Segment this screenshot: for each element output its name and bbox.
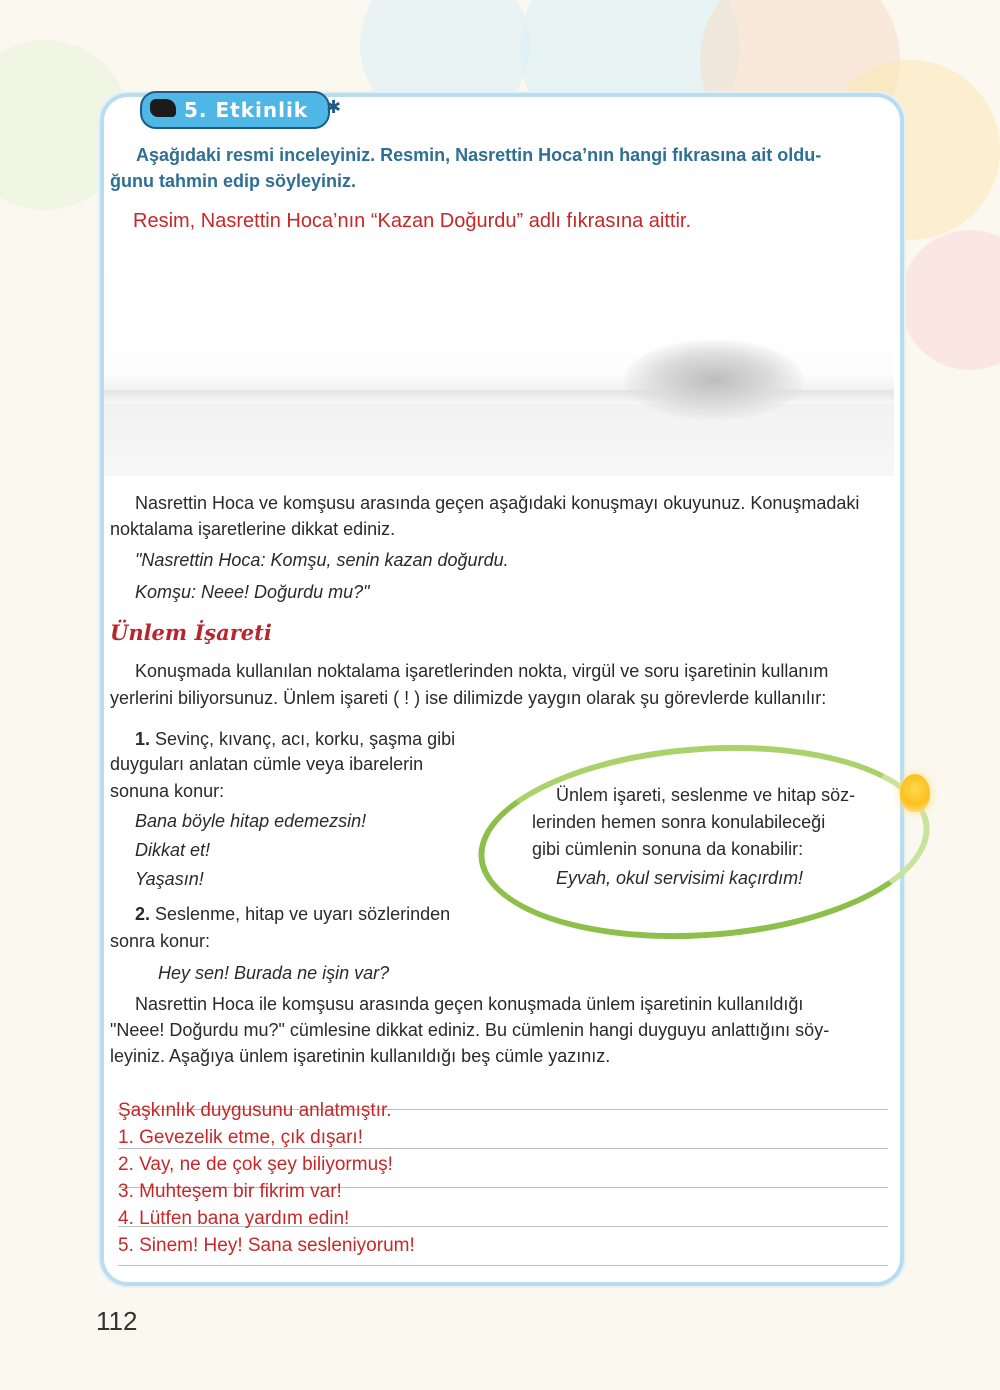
intro-line-1: Nasrettin Hoca ve komşusu arasında geçen aşağıdaki konuşmayı okuyunuz. Konuşmadaki: [135, 493, 860, 513]
rule1-line-1: [135, 725, 455, 753]
answer-sentence-3: 3. Muhteşem bir fikrim var!: [118, 1181, 342, 1202]
answer-line: [118, 1265, 888, 1266]
rule2-text: Seslenme, hitap ve uyarı sözlerinden: [155, 904, 451, 924]
section-intro-line-1: Konuşmada kullanılan noktalama işaretlerinden nokta, virgül ve soru işaretinin kullanım: [135, 661, 829, 681]
rule1-number: 1.: [135, 729, 151, 749]
answer-sentence-2: 2. Vay, ne de çok şey biliyormuş!: [118, 1154, 393, 1175]
lightbulb-icon: [900, 774, 930, 812]
rule1-example-3: Yaşasın!: [135, 869, 204, 889]
rule2-number: 2.: [135, 904, 151, 924]
rule1-line-3: sonuna konur:: [110, 781, 225, 801]
intro-line-2: noktalama işaretlerine dikkat ediniz.: [110, 519, 396, 539]
story-illustration: [104, 250, 894, 476]
rule1-example-1: Bana böyle hitap edemezsin!: [135, 811, 367, 831]
section-title: Ünlem İşareti: [110, 620, 272, 645]
note-line-2: lerinden hemen sonra konulabileceği: [532, 812, 826, 832]
rule2-example: Hey sen! Burada ne işin var?: [158, 963, 390, 983]
page-number: 112: [96, 1306, 138, 1336]
answer-sentence-1: 1. Gevezelik etme, çık dışarı!: [118, 1127, 363, 1148]
rule2-line-2: sonra konur:: [110, 931, 211, 951]
rule1-example-2: Dikkat et!: [135, 840, 211, 860]
task-line-1: Nasrettin Hoca ile komşusu arasında geçen konuşmada ünlem işaretinin kullanıldığı: [135, 994, 804, 1014]
note-line-3: gibi cümlenin sonuna da konabilir:: [532, 839, 804, 859]
answer-emotion: Şaşkınlık duygusunu anlatmıştır.: [118, 1100, 392, 1121]
question-line-2: ğunu tahmin edip söyleyiniz.: [110, 171, 357, 191]
background-circle: [900, 230, 1000, 370]
rule1-text: Sevinç, kıvanç, acı, korku, şaşma gibi: [155, 729, 456, 749]
rule1-line-2: duyguları anlatan cümle veya ibarelerin: [110, 754, 424, 774]
answer-sentence-4: 4. Lütfen bana yardım edin!: [118, 1208, 350, 1229]
task-line-3: leyiniz. Aşağıya ünlem işaretinin kullanıldığı beş cümle yazınız.: [110, 1046, 611, 1066]
activity-badge-label: 5. Etkinlik: [184, 98, 309, 122]
section-intro-line-2: yerlerini biliyorsunuz. Ünlem işareti ( ! ) ise dilimizde yaygın olarak şu görevlerde kullanılır:: [110, 688, 827, 708]
task-line-2: "Neee! Doğurdu mu?" cümlesine dikkat ediniz. Bu cümlenin hangi duyguyu anlattığını söy-: [110, 1020, 830, 1040]
question-line-1: Aşağıdaki resmi inceleyiniz. Resmin, Nasrettin Hoca’nın hangi fıkrasına ait oldu-: [136, 145, 822, 165]
activity-badge: [140, 91, 343, 129]
note-line-1: Ünlem işareti, seslenme ve hitap söz-: [556, 785, 856, 805]
note-example: Eyvah, okul servisimi kaçırdım!: [556, 868, 804, 888]
picture-answer: Resim, Nasrettin Hoca’nın “Kazan Doğurdu” adlı fıkrasına aittir.: [133, 210, 692, 232]
star-icon: ✱: [326, 97, 343, 118]
answer-sentence-5: 5. Sinem! Hey! Sana sesleniyorum!: [118, 1235, 415, 1256]
dialogue-line-2: Komşu: Neee! Doğurdu mu?": [135, 582, 370, 602]
rule2-line-1: [135, 900, 450, 928]
cat-icon: [150, 99, 176, 117]
dialogue-line-1: "Nasrettin Hoca: Komşu, senin kazan doğurdu.: [135, 550, 509, 570]
